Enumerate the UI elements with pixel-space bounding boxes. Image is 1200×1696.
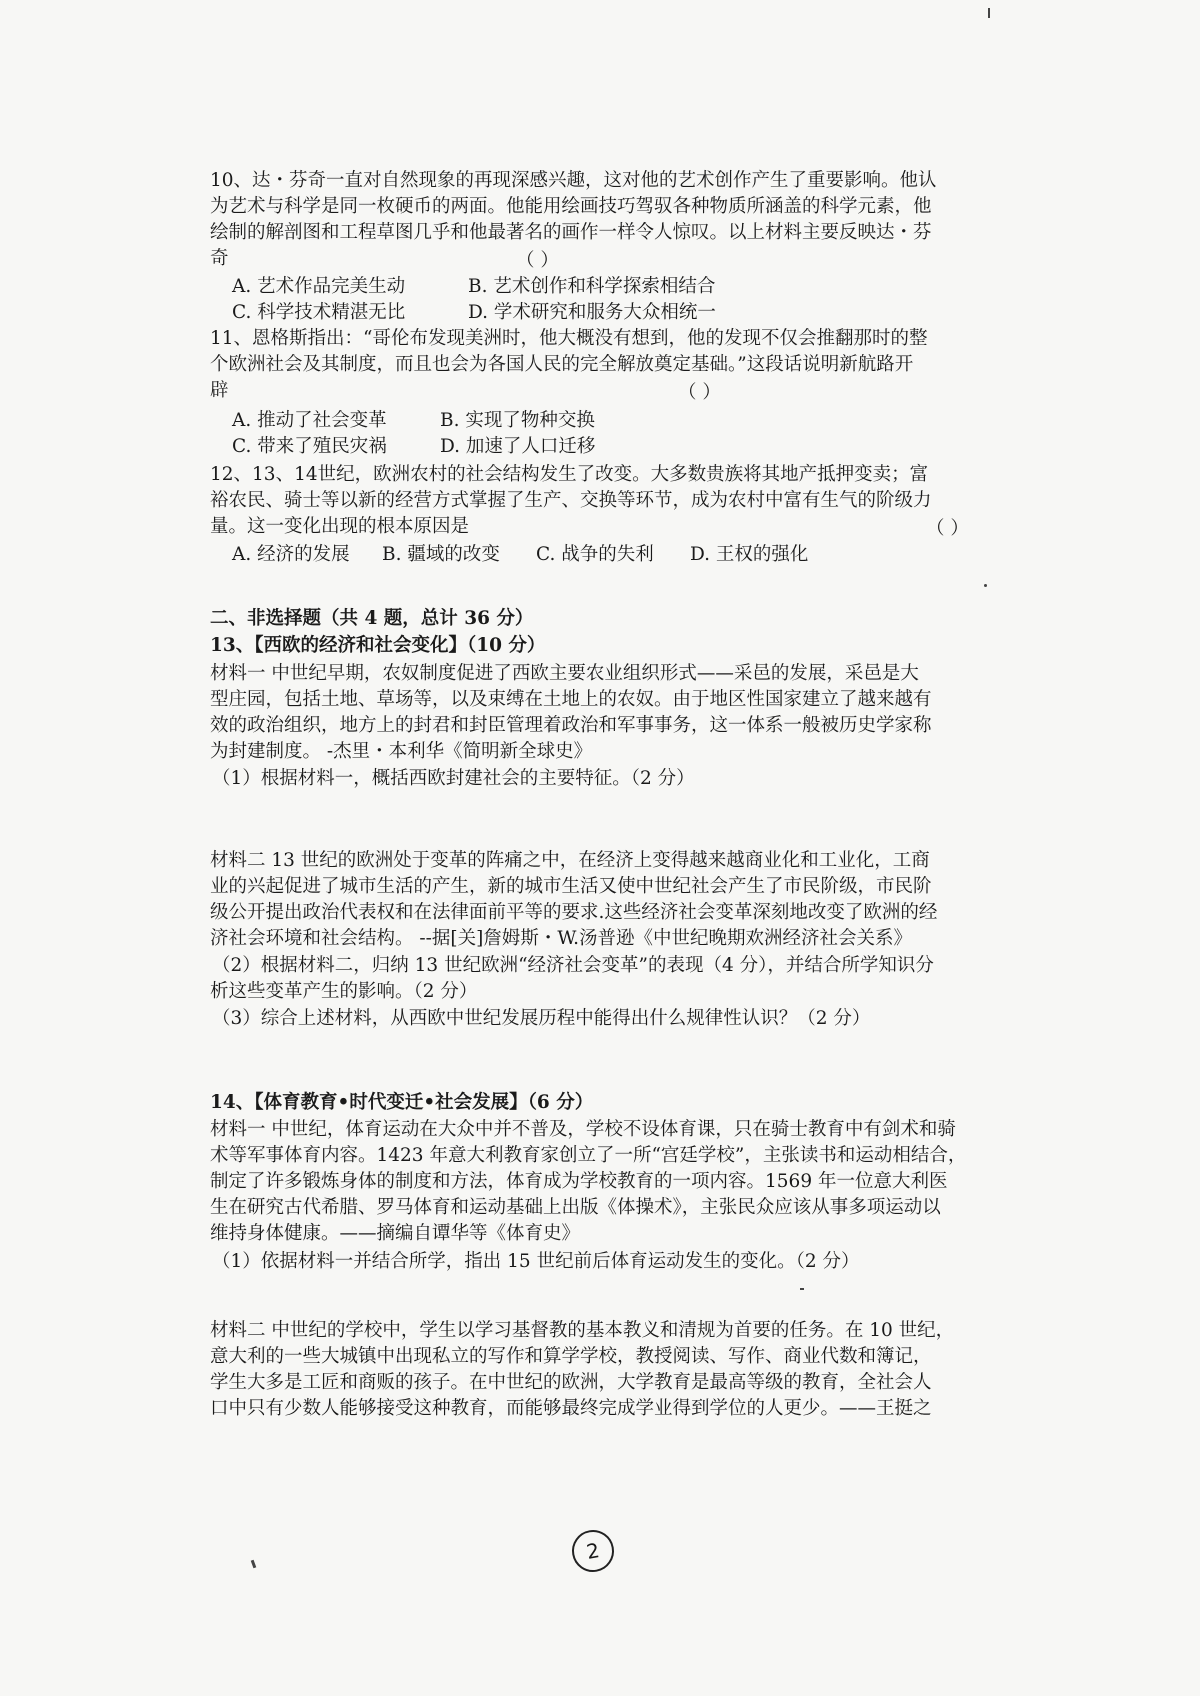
q10-option-d: D. 学术研究和服务大众相统一 (468, 302, 716, 323)
q13-subquestion-2-line-2: 析这些变革产生的影响。（2 分） (210, 981, 478, 1002)
q10-line-4: 奇 (210, 248, 229, 269)
q10-answer-paren: （ ） (516, 250, 559, 271)
q11-line-2: 个欧洲社会及其制度，而且也会为各国人民的完全解放奠定基础。”这段话说明新航路开 (210, 354, 914, 375)
q12-line-1: 12、13、14世纪，欧洲农村的社会结构发生了改变。大多数贵族将其地产抵押变卖；富 (210, 464, 929, 485)
scan-mark (251, 1560, 257, 1569)
q14-material1-line-3: 制定了许多锻炼身体的制度和方法，体育成为学校教育的一项内容。1569 年一位意大利医 (210, 1171, 948, 1192)
section-2-heading: 二、非选择题（共 4 题，总计 36 分） (210, 608, 534, 629)
scan-mark (800, 1288, 804, 1290)
q11-line-1: 11、恩格斯指出：“哥伦布发现美洲时，他大概没有想到，他的发现不仅会推翻那时的整 (210, 328, 928, 349)
q14-material2-line-2: 意大利的一些大城镇中出现私立的写作和算学学校，教授阅读、写作、商业代数和簿记， (210, 1346, 932, 1367)
q11-line-3: 辟 (210, 380, 229, 401)
q11-option-c: C. 带来了殖民灾祸 (232, 436, 387, 457)
scan-mark (984, 584, 987, 587)
q14-material2-line-1: 材料二 中世纪的学校中，学生以学习基督教的基本教义和清规为首要的任务。在 10 世纪， (210, 1320, 955, 1341)
q12-option-b: B. 疆域的改变 (382, 544, 500, 565)
q13-material1-line-4: 为封建制度。 -杰里・本利华《简明新全球史》 (210, 741, 593, 762)
q10-option-b: B. 艺术创作和科学探索相结合 (468, 276, 716, 297)
scan-mark (988, 8, 990, 18)
q13-subquestion-3: （3）综合上述材料，从西欧中世纪发展历程中能得出什么规律性认识？（2 分） (212, 1008, 871, 1029)
q13-subquestion-1: （1）根据材料一，概括西欧封建社会的主要特征。（2 分） (212, 768, 695, 789)
q11-option-b: B. 实现了物种交换 (440, 410, 595, 431)
q12-option-a: A. 经济的发展 (232, 544, 350, 565)
q12-line-2: 裕农民、骑士等以新的经营方式掌握了生产、交换等环节，成为农村中富有生气的阶级力 (210, 490, 932, 511)
q12-line-3: 量。这一变化出现的根本原因是 (210, 516, 470, 537)
q14-material2-line-4: 口中只有少数人能够接受这种教育，而能够最终完成学业得到学位的人更少。——王挺之 (210, 1398, 932, 1419)
page-number: 2 (569, 1527, 618, 1576)
q13-subquestion-2-line-1: （2）根据材料二，归纳 13 世纪欧洲“经济社会变革”的表现（4 分），并结合所学知识分 (212, 955, 934, 976)
q13-material2-line-2: 业的兴起促进了城市生活的产生，新的城市生活又使中世纪社会产生了市民阶级，市民阶 (210, 876, 932, 897)
q13-material1-line-3: 效的政治组织，地方上的封君和封臣管理着政治和军事事务，这一体系一般被历史学家称 (210, 715, 932, 736)
q13-material1-line-1: 材料一 中世纪早期，农奴制度促进了西欧主要农业组织形式——采邑的发展，采邑是大 (210, 663, 919, 684)
q14-material1-line-4: 生在研究古代希腊、罗马体育和运动基础上出版《体操术》，主张民众应该从事多项运动以 (210, 1197, 941, 1218)
q11-option-d: D. 加速了人口迁移 (440, 436, 596, 457)
q14-material1-line-2: 术等军事体育内容。1423 年意大利教育家创立了一所“宫廷学校”，主张读书和运动相结合， (210, 1145, 967, 1166)
q14-material1-line-5: 维持身体健康。——摘编自谭华等《体育史》 (210, 1223, 581, 1244)
q13-title: 13、【西欧的经济和社会变化】（10 分） (210, 635, 546, 656)
q10-option-a: A. 艺术作品完美生动 (232, 276, 406, 297)
q13-material2-line-3: 级公开提出政治代表权和在法律面前平等的要求.这些经济社会变革深刻地改变了欧洲的经 (210, 902, 938, 923)
q14-subquestion-1: （1）依据材料一并结合所学，指出 15 世纪前后体育运动发生的变化。（2 分） (212, 1251, 860, 1272)
q11-answer-paren: （ ） (678, 382, 721, 403)
q10-line-2: 为艺术与科学是同一枚硬币的两面。他能用绘画技巧驾驭各种物质所涵盖的科学元素，他 (210, 196, 932, 217)
q14-material2-line-3: 学生大多是工匠和商贩的孩子。在中世纪的欧洲，大学教育是最高等级的教育，全社会人 (210, 1372, 932, 1393)
q12-option-d: D. 王权的强化 (690, 544, 809, 565)
q10-line-1: 10、达・芬奇一直对自然现象的再现深感兴趣，这对他的艺术创作产生了重要影响。他认 (210, 170, 937, 191)
q10-option-c: C. 科学技术精湛无比 (232, 302, 406, 323)
q12-option-c: C. 战争的失利 (536, 544, 654, 565)
q14-material1-line-1: 材料一 中世纪，体育运动在大众中并不普及，学校不设体育课，只在骑士教育中有剑术和骑 (210, 1119, 956, 1140)
q13-material2-line-4: 济社会环境和社会结构。 --据[关]詹姆斯・W.汤普逊《中世纪晚期欢洲经济社会关系》 (210, 928, 912, 949)
q13-material1-line-2: 型庄园，包括土地、草场等，以及束缚在土地上的农奴。由于地区性国家建立了越来越有 (210, 689, 932, 710)
q13-material2-line-1: 材料二 13 世纪的欧洲处于变革的阵痛之中，在经济上变得越来越商业化和工业化，工商 (210, 850, 930, 871)
q14-title: 14、【体育教育•时代变迁•社会发展】（6 分） (210, 1092, 594, 1113)
q10-line-3: 绘制的解剖图和工程草图几乎和他最著名的画作一样令人惊叹。以上材料主要反映达・芬 (210, 222, 932, 243)
q11-option-a: A. 推动了社会变革 (232, 410, 387, 431)
q12-answer-paren: （ ） (926, 518, 969, 539)
